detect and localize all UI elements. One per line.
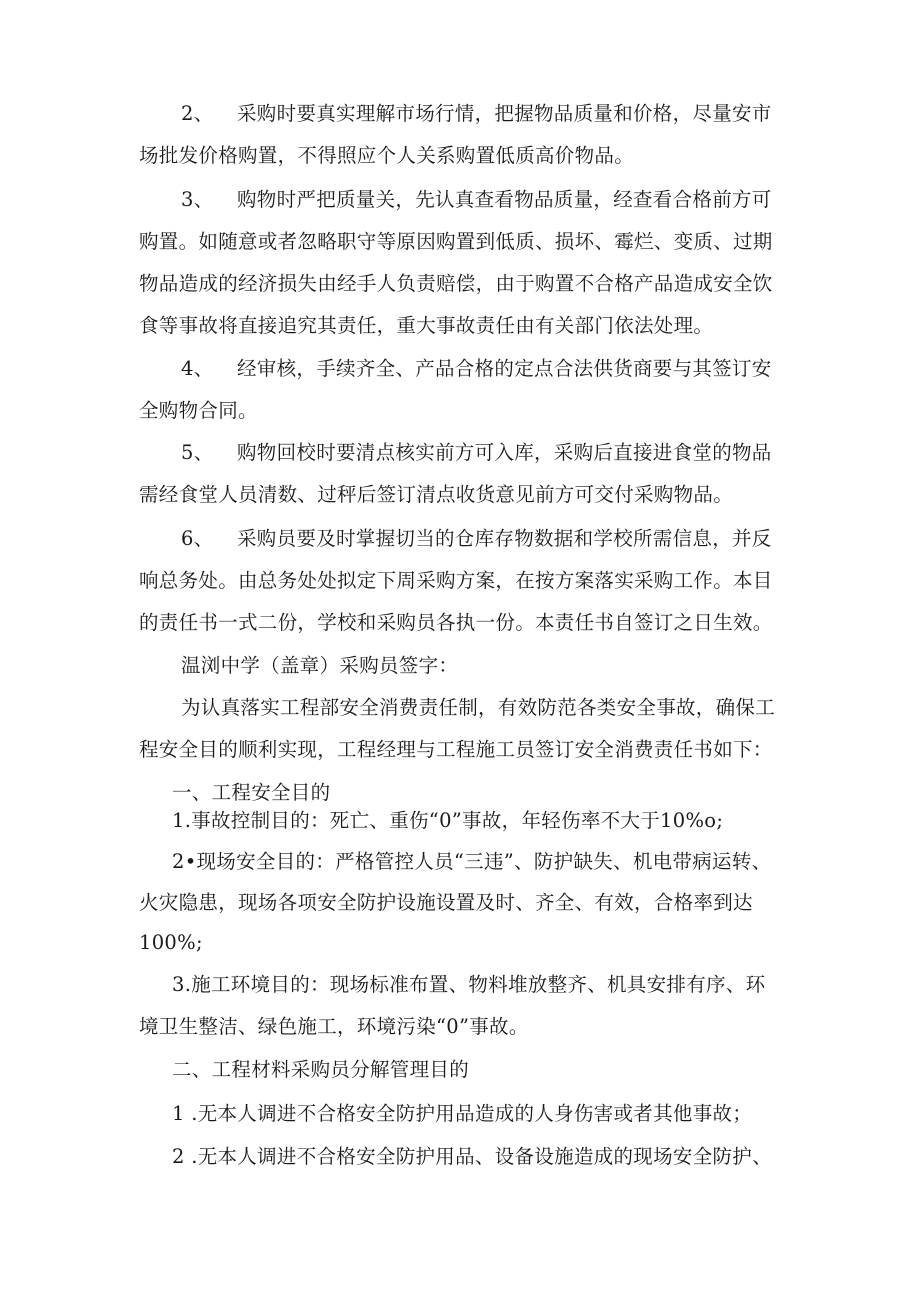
paragraph-4-line-2: 全购物合同。: [139, 399, 258, 422]
paragraph-6-line-2: 响总务处。由总务处处拟定下周采购方案，在按方案落实采购工作。本目: [139, 569, 773, 592]
item-1-1: 1.事故控制目的：死亡、重伤“0”事故，年轻伤率不大于10%o;: [172, 809, 724, 832]
paragraph-5-number: 5、: [181, 441, 214, 464]
paragraph-2-number: 2、: [181, 102, 214, 125]
paragraph-3-line-4: 食等事故将直接追究其责任，重大事故责任由有关部门依法处理。: [139, 314, 714, 337]
paragraph-6-line-1: [181, 526, 772, 552]
paragraph-4-text-1: 经审核，手续齐全、产品合格的定点合法供货商要与其签订安: [237, 357, 772, 380]
item-1-3-line-1: 3.施工环境目的：现场标准布置、物料堆放整齐、机具安排有序、环: [172, 973, 766, 996]
paragraph-5-line-1: [181, 440, 772, 466]
paragraph-3-number: 3、: [181, 188, 214, 211]
intro-line-2: 程安全目的顺利实现，工程经理与工程施工员签订安全消费责任书如下：: [139, 738, 773, 761]
item-1-2-line-3: 100%;: [139, 931, 203, 954]
item-2-2: 2 .无本人调进不合格安全防护用品、设备设施造成的现场安全防护、: [172, 1145, 772, 1168]
paragraph-2-line-1: [181, 101, 772, 127]
item-1-2-line-1: 2•现场安全目的：严格管控人员“三违”、防护缺失、机电带病运转、: [172, 850, 772, 873]
paragraph-4-number: 4、: [181, 357, 214, 380]
paragraph-5-line-2: 需经食堂人员清数、过秤后签订清点收货意见前方可交付采购物品。: [139, 483, 734, 506]
paragraph-3-line-3: 物品造成的经济损失由经手人负责赔偿，由于购置不合格产品造成安全饮: [139, 272, 773, 295]
paragraph-2-text-1: 采购时要真实理解市场行情，把握物品质量和价格，尽量安市: [237, 102, 772, 125]
paragraph-3-text-1: 购物时严把质量关，先认真查看物品质量，经查看合格前方可: [237, 188, 772, 211]
paragraph-2-line-2: 场批发价格购置，不得照应个人关系购置低质高价物品。: [139, 144, 635, 167]
item-1-3-line-2: 境卫生整洁、绿色施工，环境污染“0”事故。: [139, 1015, 529, 1038]
intro-line-1: 为认真落实工程部安全消费责任制，有效防范各类安全事故，确保工: [181, 696, 776, 719]
signature-line: 温浏中学（盖章）采购员签字：: [181, 654, 459, 677]
paragraph-5-text-1: 购物回校时要清点核实前方可入库，采购后直接进食堂的物品: [237, 441, 772, 464]
item-2-1: 1 .无本人调进不合格安全防护用品造成的人身伤害或者其他事故；: [172, 1102, 753, 1125]
paragraph-3-line-1: [181, 187, 772, 213]
paragraph-6-line-3: 的责任书一式二份，学校和采购员各执一份。本责任书自签订之日生效。: [139, 611, 773, 634]
paragraph-4-line-1: [181, 356, 772, 382]
paragraph-3-line-2: 购置。如随意或者忽略职守等原因购置到低质、损坏、霉烂、变质、过期: [139, 230, 773, 253]
section-1-title: 一、工程安全目的: [172, 781, 331, 804]
paragraph-6-text-1: 采购员要及时掌握切当的仓库存物数据和学校所需信息，并反: [237, 527, 772, 550]
paragraph-6-number: 6、: [181, 527, 214, 550]
section-2-title: 二、工程材料采购员分解管理目的: [172, 1058, 470, 1081]
item-1-2-line-2: 火灾隐患，现场各项安全防护设施设置及时、齐全、有效，合格率到达: [139, 891, 753, 914]
